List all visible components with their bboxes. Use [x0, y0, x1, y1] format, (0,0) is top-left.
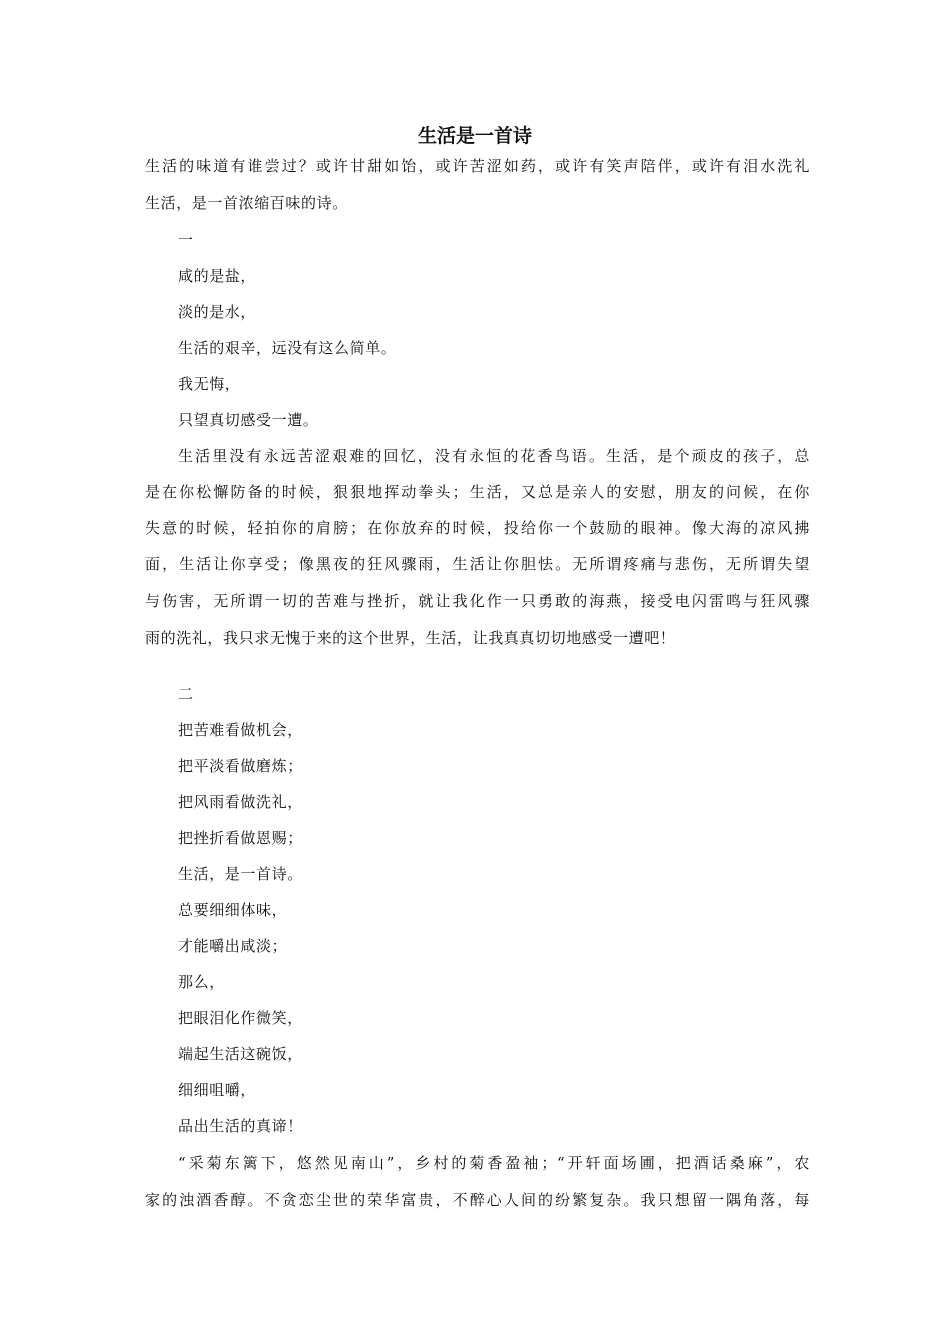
- text-line: 一: [178, 231, 194, 249]
- text-line: 淡的是水，: [178, 303, 257, 321]
- text-line: 与伤害，无所谓一切的苦难与挫折，就让我化作一只勇敢的海燕，接受电闪雷鸣与狂风骤: [145, 592, 810, 610]
- text-line: 总要细细体味，: [178, 901, 288, 919]
- text-line: 把眼泪化作微笑，: [178, 1009, 303, 1027]
- text-line: 生活的味道有谁尝过？或许甘甜如饴，或许苦涩如药，或许有笑声陪伴，或许有泪水洗礼: [145, 157, 810, 175]
- text-line: 端起生活这碗饭，: [178, 1045, 303, 1063]
- text-line: 失意的时候，轻拍你的肩膀；在你放弃的时候，投给你一个鼓励的眼神。像大海的凉风拂: [145, 519, 810, 537]
- text-line: 雨的洗礼，我只求无愧于来的这个世界，生活，让我真真切切地感受一遭吧！: [145, 629, 676, 647]
- text-line: 把风雨看做洗礼，: [178, 793, 303, 811]
- text-line: 品出生活的真谛！: [178, 1117, 303, 1135]
- text-line: 生活，是一首浓缩百味的诗。: [145, 194, 348, 212]
- text-line: 把苦难看做机会，: [178, 721, 303, 739]
- text-line: 咸的是盐，: [178, 267, 257, 285]
- text-line: 我无悔，: [178, 375, 241, 393]
- text-line: “采菊东篱下，悠然见南山”，乡村的菊香盈袖；“开轩面场圃，把酒话桑麻”，农: [178, 1154, 810, 1172]
- text-line: 把平淡看做磨炼；: [178, 757, 303, 775]
- text-line: 把挫折看做恩赐；: [178, 829, 303, 847]
- text-line: 是在你松懈防备的时候，狠狠地挥动拳头；生活，又总是亲人的安慰，朋友的问候，在你: [145, 483, 810, 501]
- text-line: 那么，: [178, 973, 225, 991]
- text-line: 家的浊酒香醇。不贪恋尘世的荣华富贵，不醉心人间的纷繁复杂。我只想留一隅角落，每: [145, 1191, 810, 1209]
- text-line: 生活里没有永远苦涩艰难的回忆，没有永恒的花香鸟语。生活，是个顽皮的孩子，总: [178, 447, 810, 465]
- text-line: 细细咀嚼，: [178, 1081, 257, 1099]
- text-line: 生活的艰辛，远没有这么简单。: [178, 339, 397, 357]
- text-line: 生活，是一首诗。: [178, 865, 303, 883]
- text-line: 才能嚼出咸淡；: [178, 937, 288, 955]
- text-line: 二: [178, 685, 194, 703]
- document-title: 生活是一首诗: [417, 125, 532, 147]
- text-line: 面，生活让你享受；像黑夜的狂风骤雨，生活让你胆怯。无所谓疼痛与悲伤，无所谓失望: [145, 555, 810, 573]
- text-line: 只望真切感受一遭。: [178, 411, 319, 429]
